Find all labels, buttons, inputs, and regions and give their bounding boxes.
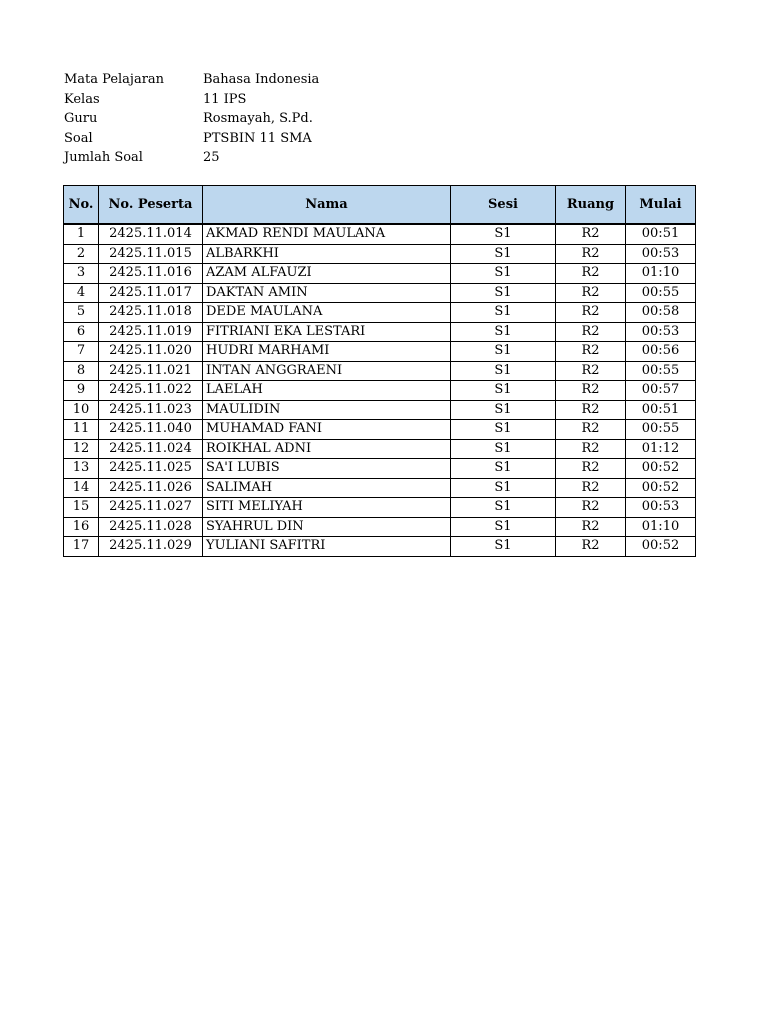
cell-room: R2 <box>556 498 626 518</box>
cell-participant-number: 2425.11.014 <box>99 224 203 244</box>
header-no: No. <box>64 186 99 225</box>
cell-session: S1 <box>451 381 556 401</box>
cell-start: 00:53 <box>626 244 696 264</box>
table-row <box>64 264 696 284</box>
cell-name: YULIANI SAFITRI <box>203 537 451 557</box>
cell-session: S1 <box>451 498 556 518</box>
cell-start: 00:55 <box>626 420 696 440</box>
cell-session: S1 <box>451 264 556 284</box>
cell-start: 00:52 <box>626 478 696 498</box>
cell-name: SA'I LUBIS <box>203 459 451 479</box>
table-row <box>64 322 696 342</box>
cell-no: 4 <box>64 283 99 303</box>
table-row <box>64 283 696 303</box>
cell-start: 01:10 <box>626 517 696 537</box>
cell-session: S1 <box>451 322 556 342</box>
cell-start: 00:55 <box>626 361 696 381</box>
cell-session: S1 <box>451 478 556 498</box>
table-row <box>64 517 696 537</box>
table-row <box>64 342 696 362</box>
cell-start: 00:53 <box>626 322 696 342</box>
cell-name: MAULIDIN <box>203 400 451 420</box>
info-value: PTSBIN 11 SMA <box>203 130 312 146</box>
cell-session: S1 <box>451 400 556 420</box>
cell-no: 10 <box>64 400 99 420</box>
cell-room: R2 <box>556 303 626 323</box>
cell-participant-number: 2425.11.015 <box>99 244 203 264</box>
cell-no: 16 <box>64 517 99 537</box>
cell-name: INTAN ANGGRAENI <box>203 361 451 381</box>
info-row-subject <box>64 70 319 90</box>
info-row-class <box>64 90 319 110</box>
cell-start: 01:12 <box>626 439 696 459</box>
cell-no: 8 <box>64 361 99 381</box>
cell-room: R2 <box>556 283 626 303</box>
cell-name: SITI MELIYAH <box>203 498 451 518</box>
info-value: Rosmayah, S.Pd. <box>203 111 313 126</box>
cell-participant-number: 2425.11.025 <box>99 459 203 479</box>
table-row <box>64 478 696 498</box>
table-row <box>64 400 696 420</box>
table-row <box>64 439 696 459</box>
cell-start: 00:57 <box>626 381 696 401</box>
info-value: 25 <box>203 150 220 165</box>
info-label: Jumlah Soal <box>64 150 143 165</box>
cell-room: R2 <box>556 420 626 440</box>
table-body <box>64 224 696 556</box>
info-label: Mata Pelajaran <box>64 72 165 87</box>
cell-session: S1 <box>451 244 556 264</box>
table-row <box>64 361 696 381</box>
table-row <box>64 459 696 479</box>
cell-session: S1 <box>451 224 556 244</box>
info-row-teacher <box>64 109 319 129</box>
cell-name: AZAM ALFAUZI <box>203 264 451 284</box>
cell-room: R2 <box>556 361 626 381</box>
info-value: 11 IPS <box>203 91 247 107</box>
cell-session: S1 <box>451 283 556 303</box>
header-session: Sesi <box>451 186 556 225</box>
cell-participant-number: 2425.11.023 <box>99 400 203 420</box>
cell-participant-number: 2425.11.016 <box>99 264 203 284</box>
cell-participant-number: 2425.11.018 <box>99 303 203 323</box>
participant-table <box>63 185 696 557</box>
header-name: Nama <box>203 186 451 225</box>
cell-name: DAKTAN AMIN <box>203 283 451 303</box>
cell-name: MUHAMAD FANI <box>203 420 451 440</box>
table-row <box>64 537 696 557</box>
cell-room: R2 <box>556 381 626 401</box>
cell-session: S1 <box>451 420 556 440</box>
cell-start: 00:55 <box>626 283 696 303</box>
table-header-row <box>64 186 696 225</box>
cell-no: 9 <box>64 381 99 401</box>
cell-participant-number: 2425.11.024 <box>99 439 203 459</box>
cell-room: R2 <box>556 517 626 537</box>
cell-session: S1 <box>451 342 556 362</box>
cell-room: R2 <box>556 322 626 342</box>
table-row <box>64 224 696 244</box>
table-row <box>64 498 696 518</box>
cell-participant-number: 2425.11.021 <box>99 361 203 381</box>
cell-name: AKMAD RENDI MAULANA <box>203 224 451 244</box>
cell-room: R2 <box>556 400 626 420</box>
cell-no: 1 <box>64 224 99 244</box>
cell-name: FITRIANI EKA LESTARI <box>203 322 451 342</box>
cell-participant-number: 2425.11.017 <box>99 283 203 303</box>
cell-participant-number: 2425.11.020 <box>99 342 203 362</box>
cell-no: 11 <box>64 420 99 440</box>
cell-no: 15 <box>64 498 99 518</box>
cell-room: R2 <box>556 224 626 244</box>
cell-name: ROIKHAL ADNI <box>203 439 451 459</box>
cell-no: 2 <box>64 244 99 264</box>
cell-room: R2 <box>556 342 626 362</box>
cell-participant-number: 2425.11.022 <box>99 381 203 401</box>
cell-room: R2 <box>556 264 626 284</box>
exam-info <box>64 70 319 168</box>
cell-room: R2 <box>556 439 626 459</box>
cell-start: 00:53 <box>626 498 696 518</box>
cell-start: 00:52 <box>626 537 696 557</box>
cell-session: S1 <box>451 517 556 537</box>
cell-participant-number: 2425.11.019 <box>99 322 203 342</box>
cell-name: DEDE MAULANA <box>203 303 451 323</box>
cell-session: S1 <box>451 537 556 557</box>
cell-no: 6 <box>64 322 99 342</box>
table-row <box>64 381 696 401</box>
cell-no: 17 <box>64 537 99 557</box>
cell-start: 00:51 <box>626 400 696 420</box>
info-row-question-count <box>64 148 319 168</box>
cell-participant-number: 2425.11.027 <box>99 498 203 518</box>
cell-start: 01:10 <box>626 264 696 284</box>
cell-name: SYAHRUL DIN <box>203 517 451 537</box>
table-row <box>64 420 696 440</box>
cell-no: 14 <box>64 478 99 498</box>
cell-no: 13 <box>64 459 99 479</box>
info-row-question-set <box>64 129 319 149</box>
cell-name: LAELAH <box>203 381 451 401</box>
info-value: Bahasa Indonesia <box>203 72 320 87</box>
info-label: Kelas <box>64 91 100 107</box>
cell-room: R2 <box>556 459 626 479</box>
cell-participant-number: 2425.11.028 <box>99 517 203 537</box>
cell-session: S1 <box>451 303 556 323</box>
header-participant-number: No. Peserta <box>99 186 203 225</box>
info-label: Guru <box>64 111 98 126</box>
header-start: Mulai <box>626 186 696 225</box>
cell-room: R2 <box>556 244 626 264</box>
cell-room: R2 <box>556 537 626 557</box>
header-room: Ruang <box>556 186 626 225</box>
info-label: Soal <box>64 130 93 146</box>
cell-session: S1 <box>451 439 556 459</box>
cell-no: 5 <box>64 303 99 323</box>
cell-session: S1 <box>451 459 556 479</box>
cell-no: 7 <box>64 342 99 362</box>
cell-name: HUDRI MARHAMI <box>203 342 451 362</box>
cell-participant-number: 2425.11.029 <box>99 537 203 557</box>
cell-no: 3 <box>64 264 99 284</box>
cell-room: R2 <box>556 478 626 498</box>
cell-name: ALBARKHI <box>203 244 451 264</box>
cell-name: SALIMAH <box>203 478 451 498</box>
cell-start: 00:52 <box>626 459 696 479</box>
table-row <box>64 303 696 323</box>
table-row <box>64 244 696 264</box>
cell-start: 00:51 <box>626 224 696 244</box>
cell-participant-number: 2425.11.040 <box>99 420 203 440</box>
cell-no: 12 <box>64 439 99 459</box>
cell-participant-number: 2425.11.026 <box>99 478 203 498</box>
cell-start: 00:58 <box>626 303 696 323</box>
cell-session: S1 <box>451 361 556 381</box>
cell-start: 00:56 <box>626 342 696 362</box>
